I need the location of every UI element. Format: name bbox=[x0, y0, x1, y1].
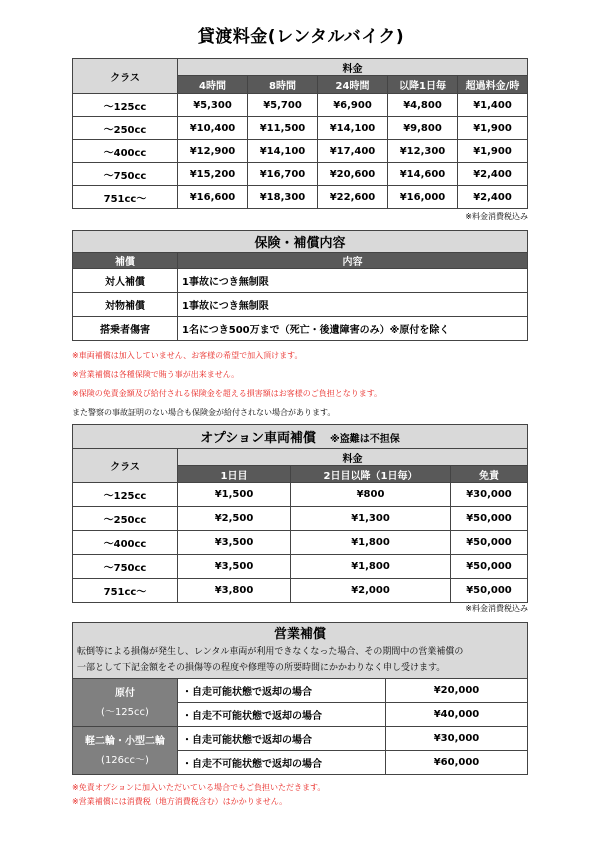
price-cell: ¥16,000 bbox=[388, 186, 458, 209]
price-cell: ¥50,000 bbox=[451, 579, 528, 603]
price-cell: ¥10,400 bbox=[178, 117, 248, 140]
insurance-content-cell: 1名につき500万まで（死亡・後遺障害のみ）※原付を除く bbox=[178, 317, 528, 341]
rental-fee-table bbox=[72, 58, 528, 209]
price-cell: ¥2,400 bbox=[458, 186, 528, 209]
table-row bbox=[73, 531, 528, 555]
condition-cell: ・自走不可能状態で返却の場合 bbox=[178, 703, 386, 727]
price-cell: ¥2,000 bbox=[291, 579, 451, 603]
price-cell: ¥4,800 bbox=[388, 94, 458, 117]
insurance-item-header: 補償 bbox=[73, 253, 178, 269]
insurance-content-cell: 1事故につき無制限 bbox=[178, 293, 528, 317]
price-cell: ¥1,500 bbox=[178, 483, 291, 507]
price-cell: ¥3,800 bbox=[178, 579, 291, 603]
category-cc: (126cc～) bbox=[101, 754, 149, 766]
rental-col-header: 24時間 bbox=[318, 76, 388, 94]
category-name: 原付 bbox=[115, 687, 135, 699]
vehicle-category-cell bbox=[73, 727, 178, 775]
insurance-note: ※保険の免責金額及び給付される保険金を超える損害額はお客様のご負担となります。 bbox=[72, 389, 383, 398]
price-cell: ¥14,100 bbox=[318, 117, 388, 140]
rental-col-header: 超過料金/時 bbox=[458, 76, 528, 94]
class-cell: ～400cc bbox=[73, 140, 178, 163]
class-cell: ～125cc bbox=[73, 94, 178, 117]
fee-header: 料金 bbox=[178, 59, 528, 76]
price-cell: ¥5,300 bbox=[178, 94, 248, 117]
class-header: クラス bbox=[73, 59, 178, 94]
table-row bbox=[73, 579, 528, 603]
price-cell: ¥3,500 bbox=[178, 531, 291, 555]
amount-cell: ¥60,000 bbox=[386, 751, 528, 775]
price-cell: ¥6,900 bbox=[318, 94, 388, 117]
business-description: 転倒等による損傷が発生し、レンタル車両が利用できなくなった場合、その期間中の営業補償の 一部として下記金額をその損傷等の程度や修理等の所要時間にかかわりなく申し受けます。 bbox=[73, 642, 528, 679]
business-comp-table bbox=[72, 622, 528, 775]
business-note: ※免責オプションに加入いただいている場合でもご負担いただきます。 bbox=[72, 783, 326, 792]
class-cell: ～750cc bbox=[73, 163, 178, 186]
price-cell: ¥50,000 bbox=[451, 507, 528, 531]
page-title: 貸渡料金(レンタルバイク) bbox=[197, 27, 405, 47]
business-note: ※営業補償には消費税（地方消費税含む）はかかりません。 bbox=[72, 797, 288, 806]
condition-cell: ・自走可能状態で返却の場合 bbox=[178, 727, 386, 751]
price-cell: ¥17,400 bbox=[318, 140, 388, 163]
table-row bbox=[73, 186, 528, 209]
price-cell: ¥2,400 bbox=[458, 163, 528, 186]
price-cell: ¥16,700 bbox=[248, 163, 318, 186]
price-cell: ¥22,600 bbox=[318, 186, 388, 209]
option-class-header: クラス bbox=[73, 449, 178, 483]
price-cell: ¥1,900 bbox=[458, 117, 528, 140]
insurance-content-header: 内容 bbox=[178, 253, 528, 269]
table-row bbox=[73, 679, 528, 703]
insurance-note: ※営業補償は各種保険で賄う事が出来ません。 bbox=[72, 370, 240, 379]
table-row bbox=[73, 555, 528, 579]
business-title: 営業補償 bbox=[73, 623, 528, 643]
table-row bbox=[73, 117, 528, 140]
price-cell: ¥9,800 bbox=[388, 117, 458, 140]
category-name: 軽二輪・小型二輪 bbox=[85, 735, 165, 747]
price-cell: ¥20,600 bbox=[318, 163, 388, 186]
table-row bbox=[73, 140, 528, 163]
option-col-header: 2日目以降（1日毎） bbox=[291, 466, 451, 483]
table-row bbox=[73, 269, 528, 293]
class-cell: ～750cc bbox=[73, 555, 178, 579]
table-row bbox=[73, 317, 528, 341]
condition-cell: ・自走可能状態で返却の場合 bbox=[178, 679, 386, 703]
option-col-header: 免責 bbox=[451, 466, 528, 483]
price-cell: ¥1,800 bbox=[291, 531, 451, 555]
insurance-note: ※車両補償は加入していません、お客様の希望で加入頂けます。 bbox=[72, 351, 303, 360]
category-cc: (～125cc) bbox=[101, 706, 149, 718]
option-col-header: 1日目 bbox=[178, 466, 291, 483]
price-cell: ¥11,500 bbox=[248, 117, 318, 140]
price-cell: ¥800 bbox=[291, 483, 451, 507]
price-cell: ¥1,300 bbox=[291, 507, 451, 531]
insurance-item-cell: 対人補償 bbox=[73, 269, 178, 293]
price-cell: ¥2,500 bbox=[178, 507, 291, 531]
table-row bbox=[73, 94, 528, 117]
class-cell: ～400cc bbox=[73, 531, 178, 555]
class-cell: ～250cc bbox=[73, 117, 178, 140]
price-cell: ¥1,800 bbox=[291, 555, 451, 579]
option-title: オプション車両補償 bbox=[200, 431, 317, 446]
amount-cell: ¥40,000 bbox=[386, 703, 528, 727]
rental-col-header: 8時間 bbox=[248, 76, 318, 94]
amount-cell: ¥20,000 bbox=[386, 679, 528, 703]
price-cell: ¥1,400 bbox=[458, 94, 528, 117]
class-cell: ～125cc bbox=[73, 483, 178, 507]
table-row bbox=[73, 163, 528, 186]
insurance-item-cell: 搭乗者傷害 bbox=[73, 317, 178, 341]
amount-cell: ¥30,000 bbox=[386, 727, 528, 751]
option-subtitle: ※盗難は不担保 bbox=[330, 434, 400, 445]
option-title-bar bbox=[73, 425, 528, 449]
class-cell: ～250cc bbox=[73, 507, 178, 531]
class-cell: 751cc～ bbox=[73, 186, 178, 209]
table-row bbox=[73, 727, 528, 751]
price-cell: ¥50,000 bbox=[451, 555, 528, 579]
price-cell: ¥14,100 bbox=[248, 140, 318, 163]
insurance-note: また警察の事故証明のない場合も保険金が給付されない場合があります。 bbox=[72, 408, 336, 417]
price-cell: ¥5,700 bbox=[248, 94, 318, 117]
price-cell: ¥1,900 bbox=[458, 140, 528, 163]
vehicle-category-cell bbox=[73, 679, 178, 727]
price-cell: ¥12,300 bbox=[388, 140, 458, 163]
insurance-table bbox=[72, 230, 528, 341]
price-cell: ¥3,500 bbox=[178, 555, 291, 579]
insurance-item-cell: 対物補償 bbox=[73, 293, 178, 317]
option-tax-note: ※料金消費税込み bbox=[465, 604, 528, 613]
insurance-content-cell: 1事故につき無制限 bbox=[178, 269, 528, 293]
price-cell: ¥16,600 bbox=[178, 186, 248, 209]
price-cell: ¥14,600 bbox=[388, 163, 458, 186]
table-row bbox=[73, 483, 528, 507]
class-cell: 751cc～ bbox=[73, 579, 178, 603]
option-fee-header: 料金 bbox=[178, 449, 528, 466]
rental-col-header: 4時間 bbox=[178, 76, 248, 94]
table-row bbox=[73, 293, 528, 317]
price-cell: ¥30,000 bbox=[451, 483, 528, 507]
price-cell: ¥12,900 bbox=[178, 140, 248, 163]
insurance-title: 保険・補償内容 bbox=[73, 231, 528, 253]
price-cell: ¥18,300 bbox=[248, 186, 318, 209]
price-cell: ¥15,200 bbox=[178, 163, 248, 186]
option-table bbox=[72, 424, 528, 603]
table-row bbox=[73, 507, 528, 531]
rental-tax-note: ※料金消費税込み bbox=[465, 212, 528, 221]
rental-col-header: 以降1日毎 bbox=[388, 76, 458, 94]
condition-cell: ・自走不可能状態で返却の場合 bbox=[178, 751, 386, 775]
price-cell: ¥50,000 bbox=[451, 531, 528, 555]
